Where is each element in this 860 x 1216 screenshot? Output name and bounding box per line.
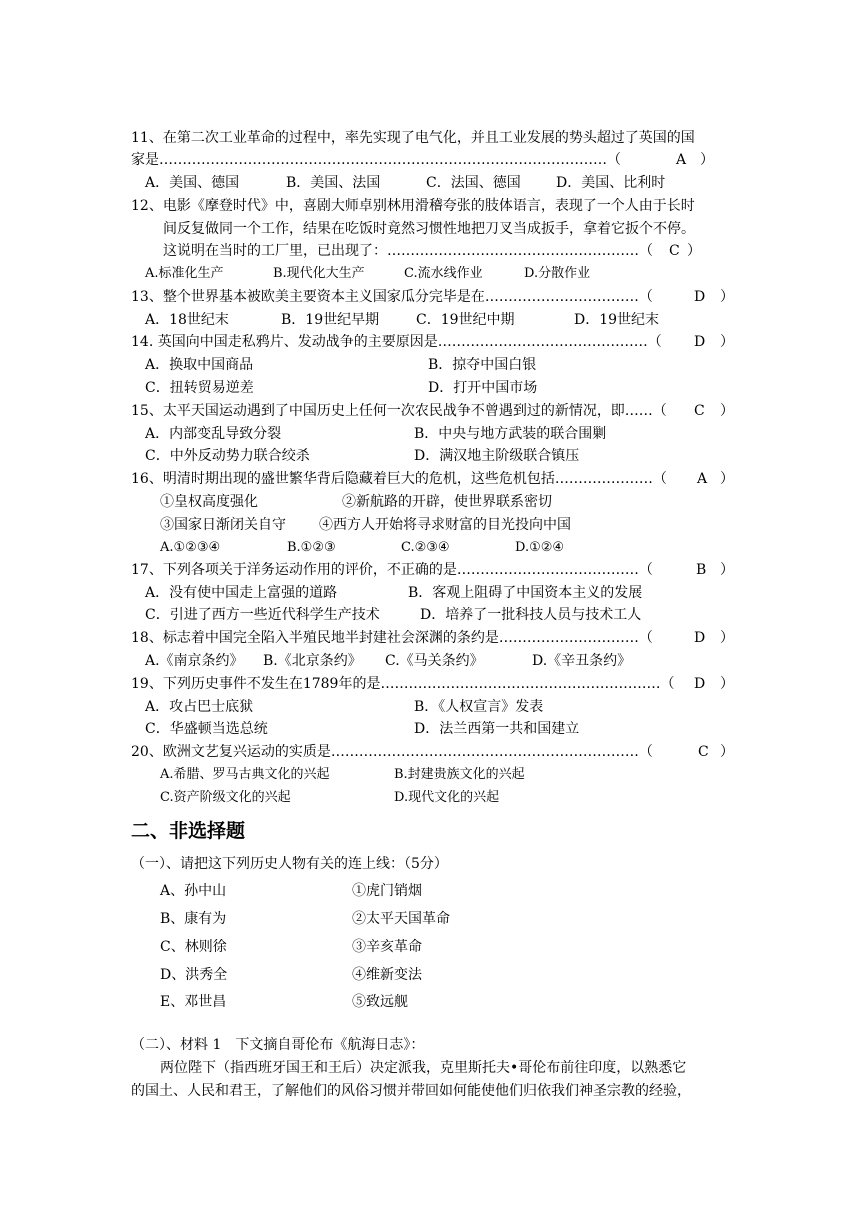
q14-stem: 14. 英国向中国走私鸦片、发动战争的主要原因是………………………………………（ — [131, 334, 662, 350]
q11-close-paren: ） — [700, 152, 714, 168]
person-c: C、林则徐 — [160, 939, 227, 955]
q16-stem: 16、明清时期出现的盛世繁华背后隐藏着巨大的危机，这些危机包括…………………（ — [131, 471, 667, 487]
q13-option-a: A．18世纪末 — [145, 312, 229, 328]
q16-option-d: D.①②④ — [515, 540, 565, 555]
event-3: ③辛亥革命 — [352, 939, 422, 955]
person-d: D、洪秀全 — [160, 967, 228, 983]
event-4: ④维新变法 — [352, 967, 422, 983]
part1-prompt: （一）、请把这下列历史人物有关的连上线：（5分） — [131, 856, 448, 872]
q19-stem: 19、下列历史事件不发生在1789年的是……………………………………………………（ — [131, 676, 675, 692]
q14-option-d: D．打开中国市场 — [428, 380, 538, 396]
q11-answer: A — [676, 152, 687, 168]
section-title: 二、非选择题 — [131, 820, 246, 842]
person-b: B、康有为 — [160, 911, 227, 927]
q12-stem-line2: 间反复做同一个工作，结果在吃饭时竟然习惯性地把刀叉当成扳手，拿着它扳个不停。 — [163, 221, 695, 237]
q20-option-b: B.封建贵族文化的兴起 — [394, 767, 525, 782]
q12-stem-line1: 12、电影《摩登时代》中，喜剧大师卓别林用滑稽夸张的肢体语言，表现了一个人由于长时 — [131, 198, 695, 214]
q19-option-a: A．攻占巴士底狱 — [145, 699, 254, 715]
person-a: A、孙中山 — [160, 883, 227, 899]
q13-option-b: B．19世纪早期 — [281, 312, 380, 328]
q15-close-paren: ） — [720, 403, 734, 419]
q15-option-a: A．内部变乱导致分裂 — [145, 426, 282, 442]
q15-option-c: C．中外反动势力联合绞杀 — [145, 448, 310, 464]
q11-stem-line1: 11、在第二次工业革命的过程中，率先实现了电气化，并且工业发展的势头超过了英国的国 — [131, 130, 695, 146]
q20-stem: 20、欧洲文艺复兴运动的实质是…………………………………………………………（ — [131, 744, 653, 760]
q12-option-a: A.标准化生产 — [145, 266, 224, 281]
q15-stem: 15、太平天国运动遇到了中国历史上任何一次农民战争不曾遇到过的新情况，即……（ — [131, 403, 667, 419]
q17-option-a: A．没有使中国走上富强的道路 — [145, 585, 338, 601]
q11-option-a: A．美国、德国 — [145, 175, 240, 191]
q20-close-paren: ） — [720, 744, 734, 760]
part2-text-line2: 的国土、人民和君王，了解他们的风俗习惯并带回如何能使他们归依我们神圣宗教的经验， — [131, 1083, 691, 1099]
q20-option-d: D.现代文化的兴起 — [394, 790, 500, 805]
q16-option-c: C.②③④ — [401, 540, 450, 555]
q12-answer: C — [669, 243, 680, 259]
q11-option-c: C．法国、德国 — [426, 175, 521, 191]
event-5: ⑤致远舰 — [352, 994, 408, 1010]
q14-option-c: C．扭转贸易逆差 — [145, 380, 254, 396]
q19-option-c: C．华盛顿当选总统 — [145, 721, 268, 737]
q16-option-a: A.①②③④ — [160, 540, 221, 555]
q13-answer: D — [694, 289, 706, 305]
q12-option-d: D.分散作业 — [524, 266, 591, 281]
q13-option-c: C．19世纪中期 — [416, 312, 515, 328]
q19-option-d: D．法兰西第一共和国建立 — [414, 721, 580, 737]
part2-heading: （二）、材料 1 下文摘自哥伦布《航海日志》： — [131, 1037, 425, 1053]
q16-close-paren: ） — [720, 471, 734, 487]
q20-option-c: C.资产阶级文化的兴起 — [160, 790, 291, 805]
q14-close-paren: ） — [720, 334, 734, 350]
q17-stem: 17、下列各项关于洋务运动作用的评价，不正确的是…………………………………（ — [131, 562, 653, 578]
q20-option-a: A.希腊、罗马古典文化的兴起 — [160, 767, 330, 782]
q18-option-c: C.《马关条约》 — [385, 653, 484, 669]
q11-option-b: B．美国、法国 — [286, 175, 381, 191]
q13-option-d: D．19世纪末 — [574, 312, 660, 328]
q11-stem-line2: 家是……………………………………………………………………………………（ — [131, 152, 621, 168]
person-e: E、邓世昌 — [160, 994, 227, 1010]
q13-stem: 13、整个世界基本被欧美主要资本主义国家瓜分完毕是在……………………………（ — [131, 289, 653, 305]
q12-close-paren: ） — [687, 243, 701, 259]
q16-item-2: ②新航路的开辟，使世界联系密切 — [342, 494, 552, 510]
q17-option-d: D．培养了一批科技人员与技术工人 — [420, 607, 642, 623]
q18-close-paren: ） — [720, 630, 734, 646]
q17-answer: B — [696, 562, 707, 578]
q16-item-4: ④西方人开始将寻求财富的目光投向中国 — [319, 517, 571, 533]
q12-option-c: C.流水线作业 — [404, 266, 483, 281]
q17-option-b: B．客观上阻碍了中国资本主义的发展 — [408, 585, 643, 601]
q15-option-d: D．满汉地主阶级联合镇压 — [414, 448, 580, 464]
q18-stem: 18、标志着中国完全陷入半殖民地半封建社会深渊的条约是…………………………（ — [131, 630, 653, 646]
q14-option-b: B．掠夺中国白银 — [428, 357, 537, 373]
q20-answer: C — [698, 744, 709, 760]
q19-answer: D — [694, 676, 706, 692]
q17-option-c: C．引进了西方一些近代科学生产技术 — [145, 607, 380, 623]
q18-answer: D — [694, 630, 706, 646]
q15-option-b: B．中央与地方武装的联合围剿 — [414, 426, 607, 442]
q17-close-paren: ） — [720, 562, 734, 578]
q16-item-3: ③国家日渐闭关自守 — [160, 517, 286, 533]
q19-close-paren: ） — [720, 676, 734, 692]
q18-option-a: A.《南京条约》 — [145, 653, 244, 669]
q11-option-d: D．美国、比利时 — [556, 175, 666, 191]
q13-close-paren: ） — [720, 289, 734, 305]
q18-option-b: B.《北京条约》 — [263, 653, 362, 669]
event-1: ①虎门销烟 — [352, 883, 422, 899]
q12-stem-line3: 这说明在当时的工厂里，已出现了：………………………………………………（ — [163, 243, 653, 259]
q12-option-b: B.现代化大生产 — [273, 266, 365, 281]
event-2: ②太平天国革命 — [352, 911, 450, 927]
q14-option-a: A．换取中国商品 — [145, 357, 254, 373]
q19-option-b: B．《人权宣言》发表 — [414, 699, 544, 715]
part2-text-line1: 两位陛下（指西班牙国王和王后）决定派我，克里斯托夫•哥伦布前往印度，以熟悉它 — [160, 1060, 687, 1076]
q18-option-d: D.《辛丑条约》 — [532, 653, 632, 669]
q16-item-1: ①皇权高度强化 — [160, 494, 258, 510]
q16-option-b: B.①②③ — [287, 540, 336, 555]
q14-answer: D — [694, 334, 706, 350]
q15-answer: C — [694, 403, 705, 419]
q16-answer: A — [697, 471, 708, 487]
